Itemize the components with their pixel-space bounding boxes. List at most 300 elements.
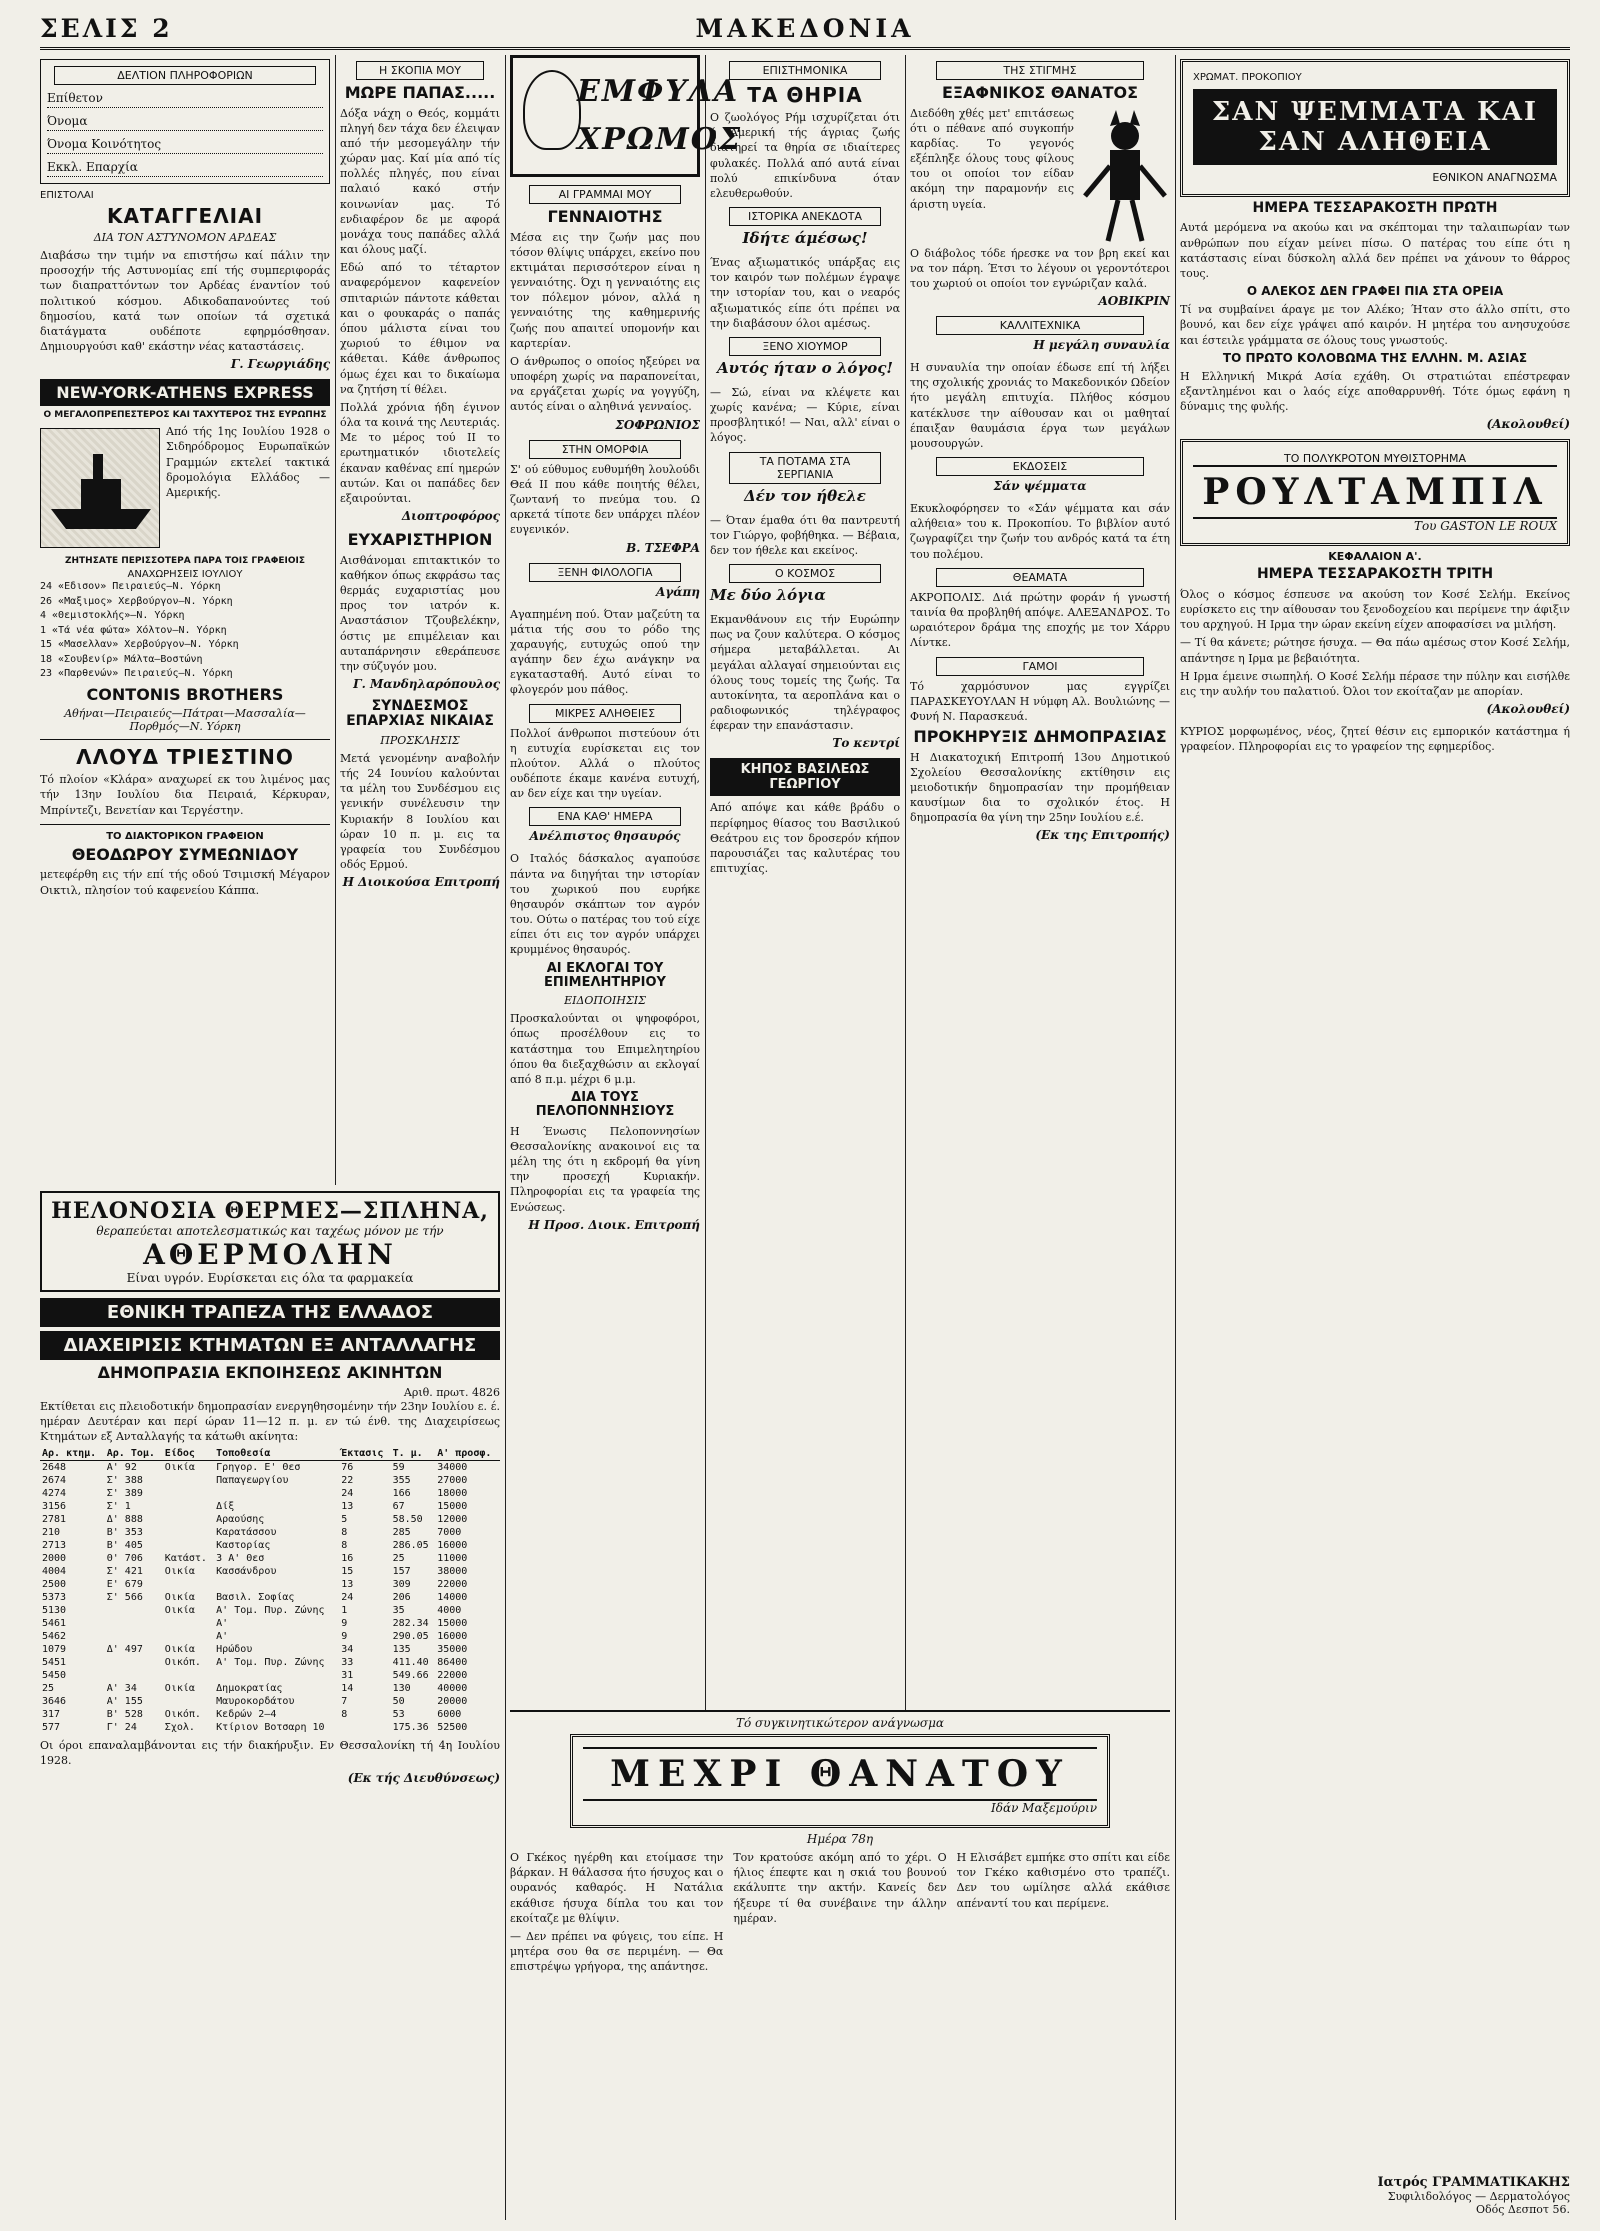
table-cell: Γ' 24: [106, 1722, 137, 1734]
table-cell: Οικία: [164, 1683, 195, 1695]
masthead: [40, 10, 1570, 50]
article-body: Η Ένωσις Πελοποννησίων Θεσσαλονίκης ανακοινοί εις τα μέλη της ότι η εκδρομή θα γίνη την προσεχή Κυριακήν. Πληροφορίαι εις τα γραφεία της Ενώσεως.: [510, 1124, 700, 1214]
article-body: Τί να συμβαίνει άραγε με τον Αλέκο; Ήταν στο άλλο σπίτι, στο βουνό, και δεν είχε γράψει από καιρόν. Η μητέρα του ανησυχούσε και έστειλε γράμματα σε όλους τους γνωστούς.: [1180, 303, 1570, 347]
table-cell: Α': [216, 1631, 229, 1643]
table-row: [40, 1539, 500, 1552]
auction-title: ΔΗΜΟΠΡΑΣΙΑ ΕΚΠΟΙΗΣΕΩΣ ΑΚΙΝΗΤΩΝ: [97, 1363, 443, 1382]
newspaper-title: ΜΑΚΕΔΟΝΙΑ: [695, 14, 915, 43]
table-cell: 35000: [437, 1644, 468, 1656]
signature: Η Προσ. Διοικ. Επιτροπή: [528, 1217, 700, 1232]
article-body: Η Ελληνική Μικρά Ασία εχάθη. Οι στρατιώται επέστρεφαν εξαντλημένοι και ο λαός είχε αποθαρρυνθή. Τότε όμως εφάνη η δύναμις της φυλής.: [1180, 369, 1570, 414]
table-cell: Α' Τομ. Πυρ. Ζώνης: [216, 1657, 325, 1669]
section-kicker: ΘΕΑΜΑΤΑ: [936, 568, 1144, 587]
table-cell: Δίξ: [216, 1501, 235, 1513]
article-body: Διαβάσω την τιμήν να επιστήσω καί πάλιν την προσοχήν τής Αστυνομίας επί τής συμπεριφοράς των διαπραττόντων τον Αρδέας έναντίον τού πολιτικού κόσμου. Αδικοδαπανούντες τού δημοσίου, κατά των οποίων τά σχετικά διατάγματα ουδέποτε εφηρμόσθησαν. Δημιουργούσι καθ' εκάστην νέας καταστάσεις.: [40, 249, 330, 354]
table-cell: 317: [42, 1709, 61, 1721]
table-row: [40, 1682, 500, 1695]
table-cell: 27000: [437, 1475, 468, 1487]
table-cell: 20000: [437, 1696, 468, 1708]
table-cell: Δημοκρατίας: [216, 1683, 283, 1695]
table-cell: [105, 1669, 163, 1682]
subhead: ΔΙΑ ΤΟΝ ΑΣΤΥΝΟΜΟΝ ΑΡΔΕΑΣ: [93, 231, 277, 244]
table-cell: 14: [341, 1683, 354, 1695]
section-kicker: ΞΕΝΟ ΧΙΟΥΜΟΡ: [729, 337, 881, 356]
article-body: Η Διακατοχική Επιτροπή 13ου Δημοτικού Σχολείου Θεσσαλονίκης εκτίθησιν εις μειοδοτικήν δημοπρασίαν την προμήθειαν καυσίμων δια το σχολικόν έτος. Η δημοπρασία θα γίνη την 25ην Ιουλίου ε.έ.: [910, 750, 1170, 825]
ship-icon: [41, 429, 161, 549]
table-cell: 67: [392, 1501, 405, 1513]
ship-ad-title: NEW-YORK-ATHENS EXPRESS: [40, 379, 330, 406]
table-cell: 11000: [437, 1553, 468, 1565]
signature: (Ακολουθεί): [1486, 702, 1570, 717]
table-cell: 15: [341, 1566, 354, 1578]
table-cell: 3646: [42, 1696, 67, 1708]
table-header-cell: Είδος: [163, 1447, 214, 1461]
table-cell: 25: [42, 1683, 55, 1695]
table-cell: 309: [392, 1579, 411, 1591]
table-cell: 2781: [42, 1514, 67, 1526]
feuilleton-author: Ιδάν Μαξεμούριν: [991, 1801, 1097, 1815]
table-cell: Σ' 566: [106, 1592, 143, 1604]
table-cell: 210: [42, 1527, 61, 1539]
table-cell: 135: [392, 1644, 411, 1656]
table-cell: Κασσάνδρου: [216, 1566, 277, 1578]
table-cell: 13: [341, 1501, 354, 1513]
table-cell: 4000: [437, 1605, 462, 1617]
contonis-title: CONTONIS BROTHERS: [86, 684, 284, 704]
spa-name: ΗΕΛΟΝΟΣΙΑ ΘΕΡΜΕΣ—ΣΠΛΗΝΑ,: [51, 1198, 489, 1224]
table-cell: Αραούσης: [216, 1514, 265, 1526]
table-cell: Κατάστ.: [164, 1553, 207, 1565]
table-cell: 58.50: [392, 1514, 423, 1526]
table-row: [40, 1474, 500, 1487]
table-row: [40, 1721, 500, 1734]
article-body: Εδώ από το τέταρτον αναφερόμενον καφενείον σπιταριών πάντοτε κάθεται και ο φουκαράς ο παπάς όπου μάλιστα είναι του χωριού το έθιμον να κάθεται. Κάθε άνθρωπος όμως έχει και το δικαίωμα να ζητήση τί θέλει.: [340, 261, 500, 396]
article-body: Εκμανθάνουν εις τήν Ευρώπην πως να ζουν καλύτερα. Ο κόσμος σήμερα μεταβάλλεται. Αι μεγάλαι αλλαγαί σημειούνται εις όλους τους τομείς της ζωής. Τα αυτοκίνητα, τα αεροπλάνα και ο ραδιοφωνικός τηλέγραφος έφεραν την επανάστασιν.: [710, 613, 900, 733]
agency-body: μετεφέρθη εις τήν επί τής οδού Τσιμισκή Μέγαρον Οικτιλ, πλησίον τού καφενείου Κάππα.: [40, 868, 330, 897]
feuilleton-title: ΜΕΧΡΙ ΘΑΝΑΤΟΥ: [583, 1747, 1097, 1801]
table-row: [40, 1461, 500, 1475]
face-illustration: [523, 70, 581, 150]
info-coupon: [40, 59, 330, 184]
list-item: 1 «Τά νέα φώτα» Χόλτον—Ν. Υόρκη: [40, 624, 227, 636]
headline: ΕΥΧΑΡΙΣΤΗΡΙΟΝ: [347, 530, 493, 550]
table-cell: 5373: [42, 1592, 67, 1604]
table-cell: Παπαγεωργίου: [216, 1475, 289, 1487]
doctor-name: Ιατρός ΓΡΑΜΜΑΤΙΚΑΚΗΣ: [1377, 2175, 1570, 2190]
section-kicker: ΜΙΚΡΕΣ ΑΛΗΘΕΙΕΣ: [529, 704, 681, 723]
table-cell: [163, 1695, 214, 1708]
article-body: Η συναυλία την οποίαν έδωσε επί τή λήξει της σχολικής χρονιάς το Μακεδονικόν Ωδείον ήτο μεγάλη επιτυχία. Πλήθος κόσμου κατέκλυσε την αίθουσαν και οι μαθηταί έπαιξαν θαυμάσια έργα των μεγάλων μουσουργών.: [910, 361, 1170, 450]
article-body: Η Ελισάβετ εμπήκε στο σπίτι και είδε τον Γκέκο καθισμένο στο τραπέζι. Δεν του ωμίλησε αλλά εκάθισε απέναντί του και περίμενε.: [956, 1851, 1170, 1910]
headline: ΤΑ ΘΗΡΙΑ: [747, 83, 863, 107]
table-row: [40, 1708, 500, 1721]
serial-2-title: ΡΟΥΛΤΑΜΠΙΛ: [1193, 465, 1557, 519]
table-cell: Βασιλ. Σοφίας: [216, 1592, 295, 1604]
table-cell: 52500: [437, 1722, 468, 1734]
article-body: Ο άνθρωπος ο οποίος ηξεύρει να υποφέρη χωρίς να παραπονείται, να εργάζεται χωρίς να γογγύζη, αυτός είναι ο αληθινά γενναίος.: [510, 354, 700, 414]
newspaper-page: [40, 55, 1570, 2220]
spa-line: θεραπεύεται αποτελεσματικώς και ταχέως μόνον με τήν: [96, 1224, 444, 1238]
headline: ΠΡΟΚΗΡΥΞΙΣ ΔΗΜΟΠΡΑΣΙΑΣ: [913, 727, 1167, 747]
table-cell: Οικόπ.: [164, 1657, 201, 1669]
auction-ref: Αριθ. πρωτ. 4826: [403, 1385, 500, 1399]
table-cell: Β' 528: [106, 1709, 143, 1721]
subhead: ΕΙΔΟΠΟΙΗΣΙΣ: [564, 994, 646, 1008]
signature: Διοπτροφόρος: [401, 509, 500, 524]
table-cell: [163, 1526, 214, 1539]
signature: Η Διοικούσα Επιτροπή: [342, 875, 500, 890]
table-cell: Οικία: [164, 1605, 195, 1617]
table-cell: Α' 155: [106, 1696, 143, 1708]
table-cell: 50: [392, 1696, 405, 1708]
coupon-field: Όνομα Κοινότητος: [47, 137, 323, 154]
article-body: — Δεν πρέπει να φύγεις, του είπε. Η μητέρα σου θα σε περιμένη. — Θα επιστρέψω γρήγορα, της απάντησε.: [510, 1929, 724, 1974]
serial-1-author: ΧΡΩΜΑΤ. ΠΡΟΚΟΠΙΟΥ: [1193, 72, 1302, 83]
section-kicker: ΞΕΝΗ ΦΙΛΟΛΟΓΙΑ: [529, 563, 681, 582]
table-cell: Β' 353: [106, 1527, 143, 1539]
table-cell: 59: [392, 1462, 405, 1474]
table-cell: 18000: [437, 1488, 468, 1500]
table-cell: 16000: [437, 1631, 468, 1643]
section-banner: [510, 55, 743, 177]
table-cell: 4274: [42, 1488, 67, 1500]
table-cell: 290.05: [392, 1631, 429, 1643]
table-cell: 8: [341, 1527, 348, 1539]
headline-complaints: ΚΑΤΑΓΓΕΛΙΑΙ: [106, 204, 264, 228]
table-header-cell: Τοποθεσία: [214, 1447, 339, 1461]
table-cell: Σ' 389: [106, 1488, 143, 1500]
sailings-title: ΑΝΑΧΩΡΗΣΕΙΣ ΙΟΥΛΙΟΥ: [127, 569, 243, 581]
table-cell: Οικία: [164, 1566, 195, 1578]
subhead: Αγάπη: [656, 584, 700, 599]
column-6: [1180, 55, 1570, 2220]
table-cell: 9: [341, 1618, 348, 1630]
article-body: ΚΥΡΙΟΣ μορφωμένος, νέος, ζητεί θέσιν εις εμπορικόν κατάστημα ή γραφείον. Πληροφορίαι εις το γραφείον της εφημερίδος.: [1180, 725, 1570, 754]
feuilleton-block: [510, 1710, 1170, 2220]
auction-intro: Εκτίθεται εις πλειοδοτικήν δημοπρασίαν ενεργηθησομένην τήν 23ην Ιουλίου ε. έ. ημέραν Δευτέραν και περί ώραν 11—12 π. μ. εν τώ ένθ. της Διαχειρίσεως Κτημάτων εξ Ανταλλαγής τα κάτωθι ακίνητα:: [40, 1399, 500, 1443]
table-cell: 25: [392, 1553, 405, 1565]
table-row: [40, 1695, 500, 1708]
table-cell: 22000: [437, 1579, 468, 1591]
signature: (Εκ της Επιτροπής): [1035, 828, 1170, 843]
serial-2-header: [1180, 439, 1570, 546]
signature: ΑΟΒΙΚΡΙΝ: [1098, 294, 1170, 309]
table-cell: 8: [341, 1709, 348, 1721]
table-cell: 5462: [42, 1631, 67, 1643]
page-number: ΣΕΛΙΣ 2: [40, 14, 173, 43]
section-kicker: ΚΑΛΛΙΤΕΧΝΙΚΑ: [936, 316, 1144, 335]
devil-icon: [1080, 106, 1170, 246]
list-item: 23 «Παρθενών» Πειραιεύς—Ν. Υόρκη: [40, 668, 233, 680]
table-cell: 3 Α' Θεσ: [216, 1553, 265, 1565]
bank-dept: ΔΙΑΧΕΙΡΙΣΙΣ ΚΤΗΜΑΤΩΝ ΕΞ ΑΝΤΑΛΛΑΓΗΣ: [40, 1331, 500, 1360]
table-cell: 5130: [42, 1605, 67, 1617]
auction-table: [40, 1447, 500, 1734]
table-cell: 9: [341, 1631, 348, 1643]
table-cell: Α' 92: [106, 1462, 137, 1474]
table-cell: Ε' 679: [106, 1579, 143, 1591]
table-row: [40, 1526, 500, 1539]
table-cell: 130: [392, 1683, 411, 1695]
feuilleton-kicker: Τό συγκινητικώτερον ανάγνωσμα: [735, 1716, 945, 1730]
table-cell: Ηρώδου: [216, 1644, 253, 1656]
section-kicker: ΕΝΑ ΚΑΘ' ΗΜΕΡΑ: [529, 807, 681, 826]
spa-product: ΑΘΕΡΜΟΛΗΝ: [143, 1238, 397, 1271]
coupon-field: Όνομα: [47, 114, 323, 131]
article-body: Τό χαρμόσυνον μας εγγρίζει ΠΑΡΑΣΚΕΥΟΥΛΑΝ Η νύμφη Αλ. Βουλιώνης — Φυνή Ν. Παρασκευά.: [910, 679, 1170, 723]
subhead: Σάν ψέμματα: [993, 479, 1087, 494]
table-row: [40, 1669, 500, 1682]
table-row: [40, 1643, 500, 1656]
table-cell: 34000: [437, 1462, 468, 1474]
feuilleton-day: Ημέρα 78η: [806, 1832, 874, 1846]
article-body: Ο Γκέκος ηγέρθη και ετοίμασε την βάρκαν. Η θάλασσα ήτο ήσυχος και ο ουρανός καθαρός. Η Νατάλια εκάθισε ήσυχα δίπλα του και τον εκοίταζε με θλίψιν.: [510, 1851, 724, 1925]
table-cell: [163, 1669, 214, 1682]
table-cell: [163, 1500, 214, 1513]
headline: ΜΩΡΕ ΠΑΠΑΣ.....: [344, 83, 496, 102]
day-label: ΗΜΕΡΑ ΤΕΣΣΑΡΑΚΟΣΤΗ ΠΡΩΤΗ: [1252, 200, 1498, 216]
table-cell: Οικία: [164, 1592, 195, 1604]
table-cell: 175.36: [392, 1722, 429, 1734]
table-cell: 14000: [437, 1592, 468, 1604]
table-cell: Β' 405: [106, 1540, 143, 1552]
section-kicker: ΓΑΜΟΙ: [936, 657, 1144, 676]
table-row: [40, 1630, 500, 1643]
table-cell: 286.05: [392, 1540, 429, 1552]
section-kicker: ΕΚΔΟΣΕΙΣ: [936, 457, 1144, 476]
coupon-title: ΔΕΛΤΙΟΝ ΠΛΗΡΟΦΟΡΙΩΝ: [54, 66, 316, 85]
list-item: 26 «Μαξιμος» Χερβούργον—Ν. Υόρκη: [40, 595, 233, 607]
table-cell: [105, 1656, 163, 1669]
table-cell: [163, 1487, 214, 1500]
article-body: Προσκαλούνται οι ψηφοφόροι, όπως προσέλθουν εις το κατάστημα του Επιμελητηρίου όπου θα διεξαχθώσιν αι εκλογαί από 8 π.μ. μέχρι 6 μ.μ.: [510, 1012, 700, 1086]
subhead: Η μεγάλη συναυλία: [1033, 338, 1170, 353]
table-cell: [214, 1669, 339, 1682]
section-kicker: ΣΤΗΝ ΟΜΟΡΦΙΑ: [529, 440, 681, 459]
table-cell: 33: [341, 1657, 354, 1669]
signature: Το κεντρί: [832, 736, 900, 751]
table-cell: Μαυροκορδάτου: [216, 1696, 295, 1708]
table-cell: 7: [341, 1696, 348, 1708]
headline: ΔΙΑ ΤΟΥΣ ΠΕΛΟΠΟΝΝΗΣΙΟΥΣ: [535, 1090, 675, 1120]
subhead: Ανέλπιστος θησαυρός: [529, 829, 681, 844]
ship-illustration: [40, 428, 160, 548]
table-cell: [339, 1721, 390, 1734]
article-body: Ο ζωολόγος Ρήμ ισχυρίζεται ότι ή Αμερική τής άγριας ζωής διατηρεί τα θηρία σε ιδιαίτερες φυλακές. Πολλά από αυτά είναι πολύ επικίνδυνα όταν ελευθερωθούν.: [710, 111, 900, 200]
bank-name: ΕΘΝΙΚΗ ΤΡΑΠΕΖΑ ΤΗΣ ΕΛΛΑΔΟΣ: [40, 1298, 500, 1327]
table-cell: Οικία: [164, 1462, 195, 1474]
table-cell: 1079: [42, 1644, 67, 1656]
article-body: Μέσα εις την ζωήν μας που τόσον θλίψις υπάρχει, εκείνο που εκτιμάται περισσότερον είναι η γενναιότης. Όχι η γενναιότης εις τον πόλεμον μόνον, αλλά η γενναιότης της καθημερινής ζωής που απαιτεί υπομονήν και καρτερίαν.: [510, 230, 700, 350]
devil-illustration: [1080, 106, 1170, 246]
doctor-address: Οδός Δεσποτ 56.: [1476, 2203, 1570, 2216]
table-cell: 282.34: [392, 1618, 429, 1630]
article-body: Ένας αξιωματικός υπάρξας εις τον καιρόν των πολέμων έγραψε την ιστορίαν του, και ο νεαρός αξιωματικός είπε ότι πρέπει να την διαβάσουν όλοι αμέσως.: [710, 256, 900, 330]
table-cell: Γρηγορ. Ε' Θεσ: [216, 1462, 301, 1474]
article-body: — Τί θα κάνετε; ρώτησε ήσυχα. — Θα πάω αμέσως στον Κοσέ Σελήμ, απάντησε η Ιρμα με βεβαιότητα.: [1180, 636, 1570, 665]
subhead: ΤΟ ΠΡΩΤΟ ΚΟΛΟΒΩΜΑ ΤΗΣ ΕΛΛΗΝ. Μ. ΑΣΙΑΣ: [1222, 350, 1528, 365]
subhead: Ο ΑΛΕΚΟΣ ΔΕΝ ΓΡΑΦΕΙ ΠΙΑ ΣΤΑ ΟΡΕΙΑ: [1246, 284, 1504, 299]
table-cell: [214, 1578, 339, 1591]
section-kicker: ΕΠΙΣΤΗΜΟΝΙΚΑ: [729, 61, 881, 80]
table-cell: Α' Τομ. Πυρ. Ζώνης: [216, 1605, 325, 1617]
table-cell: 2500: [42, 1579, 67, 1591]
table-cell: [163, 1474, 214, 1487]
section-kicker: ΕΠΙΣΤΟΛΑΙ: [40, 190, 94, 201]
table-cell: 4004: [42, 1566, 67, 1578]
headline: ΣΥΝΔΕΣΜΟΣ ΕΠΑΡΧΙΑΣ ΝΙΚΑΙΑΣ: [346, 698, 494, 730]
table-cell: Κεδρών 2—4: [216, 1709, 277, 1721]
article-body: Όλος ο κόσμος έσπευσε να ακούση τον Κοσέ Σελήμ. Εκείνος ευρίσκετο εις την αίθουσαν του ξενοδοχείου και περίμενε την άφιξιν του αρχηγού. Η Ιρμα την ώραν εκείνη είχεν αποφασίσει να μιλήση.: [1180, 587, 1570, 632]
table-cell: Δ' 497: [106, 1644, 143, 1656]
section-kicker: ΤΑ ΠΟΤΑΜΑ ΣΤΑ ΣΕΡΓΙΑΝΙΑ: [729, 452, 881, 484]
contonis-sub: Αθήναι—Πειραιεύς—Πάτραι—Μασσαλία—Πορθμός—Ν. Υόρκη: [64, 707, 306, 734]
table-cell: Α' 34: [106, 1683, 137, 1695]
lloyd-body: Τό πλοίον «Κλάρα» αναχωρεί εκ του λιμένος μας τήν 13ην Ιουλίου δια Πειραιά, Κέρκυραν, Μπρίντεζι, Βενετίαν και Τεργέστην.: [40, 773, 330, 817]
subhead: Ιδήτε άμέσως!: [742, 229, 868, 248]
table-cell: 7000: [437, 1527, 462, 1539]
article-body: Πολλά χρόνια ήδη έγινον όλα τα κοινά της Λευτεριάς. Με το μέρος τού ΙΙ το ερωτηματικόν ιδιοτελείς έκαναν καθένας επί ημερών αυτών. Και οι παπάδες δεν εξαιρούνται.: [340, 400, 500, 505]
table-cell: Σ' 388: [106, 1475, 143, 1487]
table-row: [40, 1656, 500, 1669]
table-cell: 5451: [42, 1657, 67, 1669]
table-header-cell: Αρ. Τομ.: [105, 1447, 163, 1461]
coupon-field: Εκκλ. Επαρχία: [47, 160, 323, 177]
signature: Β. ΤΣΕΦΡΑ: [626, 540, 700, 555]
subhead: Αυτός ήταν ο λόγος!: [716, 358, 894, 377]
article-body: Διεδόθη χθές μετ' επιτάσεως ότι ο πέθανε από συγκοπήν καρδίας. Το γεγονός εξέπληξε όλους τους φίλους του οι οποίοι τον είδαν ακόμη την παραμονήν εις άριστη υγεία.: [910, 106, 1074, 211]
table-cell: 13: [341, 1579, 354, 1591]
table-row: [40, 1552, 500, 1565]
article-body: Εκυκλοφόρησεν το «Σάν ψέμματα και σάν αλήθεια» του κ. Προκοπίου. Το βιβλίον αυτό ζωγραφίζει την ζωήν του ανδρός κατά τα έτη του πολέμου.: [910, 502, 1170, 561]
table-cell: 8: [341, 1540, 348, 1552]
lloyd-title: ΛΛΟΥΔ ΤΡΙΕΣΤΙΝΟ: [76, 745, 294, 770]
doctor-specialty: Συφιλιδολόγος — Δερματολόγος: [1387, 2190, 1570, 2203]
table-cell: 22: [341, 1475, 354, 1487]
table-cell: 549.66: [392, 1670, 429, 1682]
table-cell: 355: [392, 1475, 411, 1487]
table-cell: 16: [341, 1553, 354, 1565]
signature: (Ακολουθεί): [1486, 417, 1570, 432]
table-cell: Οικία: [164, 1644, 195, 1656]
article-body: Τον κρατούσε ακόμη από το χέρι. Ο ήλιος έπεφτε και η σκιά του βουνού εκάλυπτε την ακτήν. Κανείς δεν ήξευρε τί θα συνέβαινε την άλλην ημέραν.: [733, 1851, 947, 1925]
table-cell: Α': [216, 1618, 229, 1630]
table-cell: 12000: [437, 1514, 468, 1526]
table-row: [40, 1578, 500, 1591]
table-cell: [163, 1578, 214, 1591]
table-cell: 24: [341, 1488, 354, 1500]
day-label: ΗΜΕΡΑ ΤΕΣΣΑΡΑΚΟΣΤΗ ΤΡΙΤΗ: [1256, 566, 1494, 583]
section-kicker: Ο ΚΟΣΜΟΣ: [729, 564, 881, 583]
signature: Γ. Γεωργιάδης: [230, 357, 330, 372]
ship-ad-sub: Ο ΜΕΓΑΛΟΠΡΕΠΕΣΤΕΡΟΣ ΚΑΙ ΤΑΧΥΤΕΡΟΣ ΤΗΣ ΕΥΡΩΠΗΣ: [43, 410, 327, 421]
agency-name: ΘΕΟΔΩΡΟΥ ΣΥΜΕΩΝΙΔΟΥ: [71, 844, 299, 864]
table-cell: [163, 1630, 214, 1643]
table-cell: 5461: [42, 1618, 67, 1630]
table-cell: [163, 1513, 214, 1526]
table-cell: [105, 1617, 163, 1630]
garden-ad-body: Από απόψε και κάθε βράδυ ο περίφημος θίασος του Βασιλικού Θεάτρου εις τον δροσερόν κήπον παρουσιάζει τας καλυτέρας του επιτυχίας.: [710, 801, 900, 876]
serial-1-sub: ΕΘΝΙΚΟΝ ΑΝΑΓΝΩΣΜΑ: [1432, 171, 1557, 184]
section-kicker: ΑΙ ΓΡΑΜΜΑΙ ΜΟΥ: [529, 185, 681, 204]
banner-title: ΕΜΦΥΛΑ ΧΡΩΜΟΣ: [577, 74, 743, 157]
table-cell: 86400: [437, 1657, 468, 1669]
article-body: Η Ιρμα έμεινε σιωπηλή. Ο Κοσέ Σελήμ πέρασε την πύλην και εισήλθε εις την αυλήν του παλατιού. Όλοι τον εκοίταζαν με απορίαν.: [1180, 669, 1570, 698]
table-cell: Οικόπ.: [164, 1709, 201, 1721]
table-cell: 15000: [437, 1618, 468, 1630]
table-cell: [163, 1617, 214, 1630]
table-cell: Καστορίας: [216, 1540, 271, 1552]
table-cell: 6000: [437, 1709, 462, 1721]
table-row: [40, 1513, 500, 1526]
table-cell: 157: [392, 1566, 411, 1578]
table-cell: 76: [341, 1462, 354, 1474]
auction-note: Οι όροι επαναλαμβάνονται εις τήν διακήρυξιν. Εν Θεσσαλονίκη τή 4η Ιουλίου 1928.: [40, 1739, 500, 1768]
article-body: Σ' ού εύθυμος ευθυμήθη λουλούδι Θεά ΙΙ που κάθε ποιητής θέλει, ζωντανή το πνεύμα του. Ω αρκετά τίποτε δεν υπάρχει πλέον ευγενικόν.: [510, 462, 700, 537]
signature: Γ. Μανδηλαρόπουλος: [353, 677, 500, 692]
table-row: [40, 1487, 500, 1500]
article-body: — Όταν έμαθα ότι θα παντρευτή τον Γιώργο, φοβήθηκα. — Βέβαια, δεν τον ήθελε και εκείνος.: [710, 513, 900, 557]
table-cell: [214, 1487, 339, 1500]
table-cell: 411.40: [392, 1657, 429, 1669]
table-row: [40, 1604, 500, 1617]
headline: ΕΞΑΦΝΙΚΟΣ ΘΑΝΑΤΟΣ: [941, 83, 1139, 102]
article-body: Ο διάβολος τόδε ήρεσκε να τον βρη εκεί και να τον πάρη. Έτσι το λέγουν οι γεροντότεροι του χωριού οι οποίοι τον εγνώριζαν καλά.: [910, 246, 1170, 290]
list-item: 24 «Εδισον» Πειραιεύς—Ν. Υόρκη: [40, 581, 221, 593]
list-item: 15 «Μασελλαν» Χερβούργον—Ν. Υόρκη: [40, 639, 239, 651]
table-cell: 2648: [42, 1462, 67, 1474]
serial-1-title: ΣΑΝ ΨΕΜΜΑΤΑ ΚΑΙ ΣΑΝ ΑΛΗΘΕΙΑ: [1193, 89, 1557, 165]
table-cell: 22000: [437, 1670, 468, 1682]
section-kicker: ΤΗΣ ΣΤΙΓΜΗΣ: [936, 61, 1144, 80]
table-cell: Σχολ.: [164, 1722, 195, 1734]
article-body: Δόξα νάχη ο Θεός, κομμάτι πληγή δεν τάχα δεν έλειψαν από τήν μεσομεγάλην τήν χώραν μας. Καί μία από τίς πολλές πληγές, που είναι παλαιό κακό στήν κοινωνίαν μας. Τό ενδιαφέρον δε με αφορά μονάχα τους παπάδες αλλά και όλους μαζί.: [340, 106, 500, 257]
table-cell: [163, 1539, 214, 1552]
dept-head: ΖΗΤΗΣΑΤΕ ΠΕΡΙΣΣΟΤΕΡΑ ΠΑΡΑ ΤΟΙΣ ΓΡΑΦΕΙΟΙΣ: [64, 556, 306, 567]
headline: ΓΕΝΝΑΙΟΤΗΣ: [547, 207, 663, 226]
table-cell: Σ' 1: [106, 1501, 131, 1513]
table-cell: 34: [341, 1644, 354, 1656]
section-kicker: ΙΣΤΟΡΙΚΑ ΑΝΕΚΔΟΤΑ: [729, 207, 881, 226]
table-cell: Κτίριον Βοτσαρη 10: [216, 1722, 325, 1734]
subhead: Δέν τον ήθελε: [744, 486, 866, 505]
table-cell: 577: [42, 1722, 61, 1734]
section-kicker: Η ΣΚΟΠΙΑ ΜΟΥ: [356, 61, 484, 80]
table-cell: 40000: [437, 1683, 468, 1695]
table-cell: 5450: [42, 1670, 67, 1682]
table-cell: 2713: [42, 1540, 67, 1552]
table-cell: 285: [392, 1527, 411, 1539]
table-row: [40, 1617, 500, 1630]
sailings-list: [40, 580, 330, 682]
serial-2-author: Του GASTON LE ROUX: [1413, 519, 1557, 534]
table-row: [40, 1500, 500, 1513]
table-cell: 53: [392, 1709, 405, 1721]
list-item: 4 «Θεμιστοκλής»—Ν. Υόρκη: [40, 610, 185, 622]
table-cell: Δ' 888: [106, 1514, 143, 1526]
table-cell: 2000: [42, 1553, 67, 1565]
article-body: Αυτά μερόμενα να ακούω και να σκέπτομαι την ταλαιπωρίαν των ανθρώπων που είχαν μείνει πίσω. Ο πατέρας του είπε ότι η κατάστασις είναι δύσκολη αλλά δεν πρέπει να χάνουν το θάρρος τους.: [1180, 221, 1570, 280]
table-cell: 16000: [437, 1540, 468, 1552]
article-body: Ο Ιταλός δάσκαλος αγαπούσε πάντα να διηγήται την ιστορίαν του χωρικού που ευρήκε θησαυρόν σκάπτων τον αγρόν του. Ούτω ο πατέρας του τού είχε είπει ότι εις τον αγρόν υπάρχει κρυμμένος θησαυρός.: [510, 852, 700, 957]
article-body: Αγαπημένη πού. Όταν μαζεύτη τα μάτια τής σου το ρόδο της χαραυγής, ευτυχώς οπού την αγάπην δεν έχω ανάγκην να εγκατασταθή. Αυτό είναι το φλογερόν μου πάθος.: [510, 607, 700, 697]
table-cell: 24: [341, 1592, 354, 1604]
table-row: [40, 1591, 500, 1604]
table-cell: Θ' 706: [106, 1553, 143, 1565]
headline: ΑΙ ΕΚΛΟΓΑΙ ΤΟΥ ΕΠΙΜΕΛΗΤΗΡΙΟΥ: [544, 960, 666, 990]
serial-1-header: [1180, 59, 1570, 197]
table-cell: 1: [341, 1605, 348, 1617]
